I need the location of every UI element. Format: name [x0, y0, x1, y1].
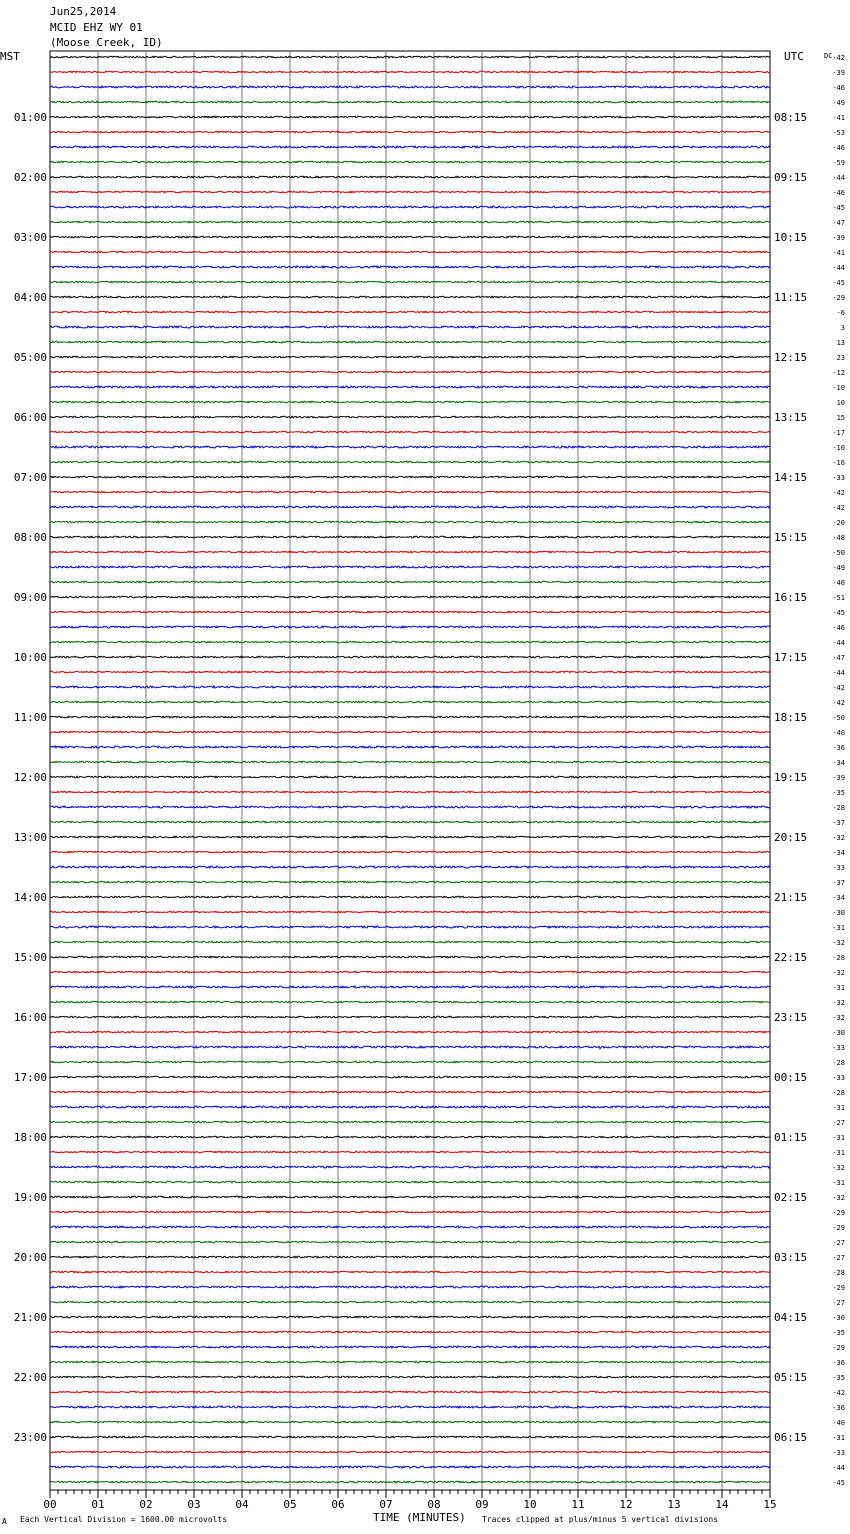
- x-tick-label: 12: [619, 1498, 633, 1511]
- seismic-trace: [50, 1451, 770, 1453]
- dc-offset-label: -46: [832, 189, 845, 197]
- dc-offset-label: -17: [832, 429, 845, 437]
- dc-offset-label: -42: [832, 1389, 845, 1397]
- seismic-trace: [50, 596, 770, 598]
- dc-offset-label: -31: [832, 1179, 845, 1187]
- seismic-trace: [50, 566, 770, 568]
- dc-offset-label: -59: [832, 159, 845, 167]
- seismic-trace: [50, 956, 770, 958]
- seismic-trace: [50, 536, 770, 538]
- seismic-trace: [50, 1361, 770, 1363]
- seismic-trace: [50, 371, 770, 373]
- mst-hour-label: 15:00: [13, 951, 47, 964]
- utc-hour-label: 20:15: [774, 831, 808, 844]
- seismic-trace: [50, 836, 770, 838]
- dc-offset-label: -28: [832, 1059, 845, 1067]
- mst-hour-label: 13:00: [13, 831, 47, 844]
- dc-offset-label: -31: [832, 1149, 845, 1157]
- seismic-trace: [50, 101, 770, 103]
- seismic-trace: [50, 731, 770, 733]
- dc-offset-label: -12: [832, 369, 845, 377]
- dc-offset-label: -32: [832, 834, 845, 842]
- dc-offset-label: -45: [832, 204, 845, 212]
- dc-offset-label: -46: [832, 144, 845, 152]
- dc-offset-label: -10: [832, 384, 845, 392]
- dc-offset-label: -44: [832, 1464, 845, 1472]
- seismic-trace: [50, 1346, 770, 1348]
- dc-label: DC: [824, 52, 833, 60]
- seismic-trace: [50, 1151, 770, 1153]
- utc-hour-label: 21:15: [774, 891, 808, 904]
- dc-offset-label: -28: [832, 804, 845, 812]
- dc-offset-label: -40: [832, 1419, 845, 1427]
- dc-offset-label: -29: [832, 1224, 845, 1232]
- utc-hour-label: 17:15: [774, 651, 808, 664]
- dc-offset-label: -53: [832, 129, 845, 137]
- mst-hour-label: 18:00: [13, 1131, 47, 1144]
- utc-hour-label: 02:15: [774, 1191, 808, 1204]
- dc-offset-label: -16: [832, 459, 845, 467]
- seismic-trace: [50, 986, 770, 988]
- dc-offset-label: -31: [832, 1134, 845, 1142]
- seismic-trace: [50, 356, 770, 358]
- dc-offset-label: -31: [832, 924, 845, 932]
- mst-hour-label: 09:00: [13, 591, 47, 604]
- station-location: (Moose Creek, ID): [50, 36, 163, 49]
- dc-offset-label: -31: [832, 1104, 845, 1112]
- seismic-trace: [50, 296, 770, 298]
- utc-hour-label: 03:15: [774, 1251, 808, 1264]
- seismic-trace: [50, 686, 770, 688]
- seismic-trace: [50, 176, 770, 178]
- utc-hour-label: 13:15: [774, 411, 808, 424]
- dc-offset-label: -32: [832, 1164, 845, 1172]
- seismic-trace: [50, 431, 770, 433]
- dc-offset-label: -32: [832, 939, 845, 947]
- seismic-trace: [50, 191, 770, 193]
- seismic-trace: [50, 581, 770, 583]
- seismic-trace: [50, 821, 770, 823]
- mst-hour-label: 14:00: [13, 891, 47, 904]
- seismic-trace: [50, 1016, 770, 1018]
- utc-hour-label: 00:15: [774, 1071, 808, 1084]
- seismic-trace: [50, 656, 770, 658]
- utc-hour-label: 05:15: [774, 1371, 808, 1384]
- utc-hour-label: 09:15: [774, 171, 808, 184]
- dc-offset-label: 10: [836, 399, 845, 407]
- dc-offset-label: -39: [832, 69, 845, 77]
- dc-offset-label: -28: [832, 954, 845, 962]
- dc-offset-label: -28: [832, 1269, 845, 1277]
- dc-offset-label: -48: [832, 534, 845, 542]
- dc-offset-label: -32: [832, 1014, 845, 1022]
- seismic-trace: [50, 1286, 770, 1288]
- dc-offset-label: -37: [832, 819, 845, 827]
- mst-hour-label: 03:00: [13, 231, 47, 244]
- dc-offset-label: -33: [832, 1044, 845, 1052]
- dc-offset-label: -35: [832, 1374, 845, 1382]
- plot-date: Jun25,2014: [50, 5, 117, 18]
- dc-offset-label: -46: [832, 84, 845, 92]
- dc-offset-label: -29: [832, 1284, 845, 1292]
- seismic-trace: [50, 1181, 770, 1183]
- dc-offset-label: -49: [832, 99, 845, 107]
- seismic-trace: [50, 1436, 770, 1438]
- x-tick-label: 11: [571, 1498, 585, 1511]
- seismic-trace: [50, 1166, 770, 1168]
- dc-offset-label: -41: [832, 114, 845, 122]
- dc-offset-label: -29: [832, 1209, 845, 1217]
- utc-hour-label: 12:15: [774, 351, 808, 364]
- seismic-trace: [50, 1316, 770, 1318]
- dc-offset-label: -29: [832, 1344, 845, 1352]
- dc-offset-label: -32: [832, 999, 845, 1007]
- utc-hour-label: 06:15: [774, 1431, 808, 1444]
- seismic-trace: [50, 941, 770, 943]
- mst-hour-label: 06:00: [13, 411, 47, 424]
- seismic-trace: [50, 671, 770, 673]
- seismic-trace: [50, 86, 770, 88]
- dc-offset-label: -37: [832, 879, 845, 887]
- dc-offset-label: -33: [832, 1074, 845, 1082]
- seismic-trace: [50, 1421, 770, 1423]
- dc-offset-label: -46: [832, 579, 845, 587]
- dc-offset-label: -34: [832, 849, 845, 857]
- seismic-trace: [50, 221, 770, 223]
- dc-offset-label: -33: [832, 474, 845, 482]
- seismic-trace: [50, 341, 770, 343]
- dc-offset-label: -45: [832, 279, 845, 287]
- dc-offset-label: -27: [832, 1119, 845, 1127]
- dc-offset-label: -34: [832, 894, 845, 902]
- x-tick-label: 05: [283, 1498, 297, 1511]
- seismic-trace: [50, 1061, 770, 1063]
- seismic-trace: [50, 506, 770, 508]
- mst-hour-label: 22:00: [13, 1371, 47, 1384]
- seismic-trace: [50, 56, 770, 58]
- seismic-trace: [50, 1106, 770, 1108]
- seismic-trace: [50, 1406, 770, 1408]
- seismic-trace: [50, 1331, 770, 1333]
- seismic-trace: [50, 806, 770, 808]
- seismic-trace: [50, 611, 770, 613]
- dc-offset-label: -41: [832, 249, 845, 257]
- dc-offset-label: -44: [832, 669, 845, 677]
- seismic-trace: [50, 551, 770, 553]
- mst-hour-label: 01:00: [13, 111, 47, 124]
- dc-offset-label: -42: [832, 489, 845, 497]
- dc-offset-label: -27: [832, 1299, 845, 1307]
- dc-offset-label: -6: [836, 309, 845, 317]
- dc-offset-label: -27: [832, 1239, 845, 1247]
- dc-offset-label: 23: [836, 354, 845, 362]
- seismic-trace: [50, 1136, 770, 1138]
- utc-hour-label: 22:15: [774, 951, 808, 964]
- seismic-trace: [50, 476, 770, 478]
- dc-offset-label: -30: [832, 1029, 845, 1037]
- seismic-trace: [50, 881, 770, 883]
- seismic-trace: [50, 1001, 770, 1003]
- seismic-trace: [50, 131, 770, 133]
- seismic-trace: [50, 746, 770, 748]
- dc-offset-label: 15: [836, 414, 845, 422]
- seismic-trace: [50, 896, 770, 898]
- dc-offset-label: -40: [832, 729, 845, 737]
- mst-hour-label: 02:00: [13, 171, 47, 184]
- utc-hour-label: 16:15: [774, 591, 808, 604]
- mst-hour-label: 20:00: [13, 1251, 47, 1264]
- utc-hour-label: 11:15: [774, 291, 808, 304]
- x-tick-label: 01: [91, 1498, 105, 1511]
- mst-hour-label: 08:00: [13, 531, 47, 544]
- dc-offset-label: -42: [832, 684, 845, 692]
- seismic-trace: [50, 866, 770, 868]
- seismic-trace: [50, 971, 770, 973]
- dc-offset-label: -46: [832, 624, 845, 632]
- mst-hour-label: 05:00: [13, 351, 47, 364]
- dc-offset-label: -42: [832, 54, 845, 62]
- dc-offset-label: -45: [832, 609, 845, 617]
- dc-offset-label: -10: [832, 444, 845, 452]
- seismic-trace: [50, 116, 770, 118]
- seismic-trace: [50, 701, 770, 703]
- x-tick-label: 06: [331, 1498, 345, 1511]
- dc-offset-label: -42: [832, 504, 845, 512]
- seismic-trace: [50, 401, 770, 403]
- dc-offset-label: -28: [832, 1089, 845, 1097]
- dc-offset-label: -30: [832, 1314, 845, 1322]
- dc-offset-label: -45: [832, 1479, 845, 1487]
- mst-hour-label: 04:00: [13, 291, 47, 304]
- dc-offset-label: 13: [836, 339, 845, 347]
- mst-hour-label: 19:00: [13, 1191, 47, 1204]
- x-tick-label: 14: [715, 1498, 729, 1511]
- seismic-trace: [50, 1031, 770, 1033]
- dc-offset-label: -35: [832, 1329, 845, 1337]
- utc-hour-label: 10:15: [774, 231, 808, 244]
- seismic-trace: [50, 1256, 770, 1258]
- seismic-trace: [50, 416, 770, 418]
- seismic-trace: [50, 1121, 770, 1123]
- utc-hour-label: 08:15: [774, 111, 808, 124]
- x-tick-label: 10: [523, 1498, 537, 1511]
- mst-hour-label: 07:00: [13, 471, 47, 484]
- dc-offset-label: -44: [832, 264, 845, 272]
- x-tick-label: 13: [667, 1498, 681, 1511]
- utc-axis-label: UTC: [784, 50, 804, 63]
- utc-hour-label: 19:15: [774, 771, 808, 784]
- dc-offset-label: -20: [832, 519, 845, 527]
- seismic-trace: [50, 1046, 770, 1049]
- seismic-trace: [50, 521, 770, 523]
- seismic-trace: [50, 716, 770, 718]
- dc-offset-label: -29: [832, 294, 845, 302]
- utc-hour-label: 14:15: [774, 471, 808, 484]
- seismic-trace: [50, 641, 770, 643]
- seismic-trace: [50, 491, 770, 493]
- seismic-trace: [50, 446, 770, 448]
- seismic-trace: [50, 1226, 770, 1228]
- seismic-trace: [50, 251, 770, 253]
- seismic-trace: [50, 206, 770, 208]
- seismic-trace: [50, 461, 770, 463]
- seismic-trace: [50, 1391, 770, 1393]
- seismic-trace: [50, 1376, 770, 1378]
- x-tick-label: 02: [139, 1498, 153, 1511]
- x-tick-label: 07: [379, 1498, 393, 1511]
- dc-offset-label: -33: [832, 1449, 845, 1457]
- mst-hour-label: 23:00: [13, 1431, 47, 1444]
- dc-offset-label: -36: [832, 744, 845, 752]
- seismic-trace: [50, 281, 770, 283]
- dc-offset-label: -31: [832, 984, 845, 992]
- utc-hour-label: 18:15: [774, 711, 808, 724]
- x-tick-label: 08: [427, 1498, 441, 1511]
- seismic-trace: [50, 851, 770, 853]
- seismic-trace: [50, 1241, 770, 1243]
- dc-offset-label: -33: [832, 864, 845, 872]
- corner-mark: A: [2, 1517, 7, 1526]
- x-tick-label: 03: [187, 1498, 201, 1511]
- seismic-trace: [50, 71, 770, 73]
- seismic-trace: [50, 911, 770, 913]
- dc-offset-label: -47: [832, 654, 845, 662]
- seismic-trace: [50, 236, 770, 238]
- seismic-trace: [50, 146, 770, 148]
- seismic-trace: [50, 1196, 770, 1198]
- clip-note: Traces clipped at plus/minus 5 vertical divisions: [482, 1515, 719, 1524]
- seismic-trace: [50, 1076, 770, 1078]
- dc-offset-label: -31: [832, 1434, 845, 1442]
- dc-offset-label: -39: [832, 234, 845, 242]
- seismic-trace: [50, 1481, 770, 1483]
- utc-hour-label: 23:15: [774, 1011, 808, 1024]
- dc-offset-label: 3: [840, 324, 845, 332]
- seismic-trace: [50, 776, 770, 778]
- x-axis-title: TIME (MINUTES): [373, 1511, 466, 1524]
- dc-offset-label: -44: [832, 639, 845, 647]
- dc-offset-label: -30: [832, 909, 845, 917]
- mst-hour-label: 17:00: [13, 1071, 47, 1084]
- dc-offset-label: -34: [832, 759, 845, 767]
- mst-hour-label: 12:00: [13, 771, 47, 784]
- dc-offset-label: -42: [832, 699, 845, 707]
- scale-note: Each Vertical Division = 1600.00 microvolts: [20, 1515, 228, 1524]
- mst-hour-label: 10:00: [13, 651, 47, 664]
- dc-offset-label: -35: [832, 789, 845, 797]
- dc-offset-label: -47: [832, 219, 845, 227]
- utc-hour-label: 04:15: [774, 1311, 808, 1324]
- seismic-trace: [50, 791, 770, 793]
- seismic-trace: [50, 326, 770, 328]
- dc-offset-label: -32: [832, 969, 845, 977]
- seismic-trace: [50, 1211, 770, 1213]
- seismic-trace: [50, 266, 770, 268]
- dc-offset-label: -49: [832, 564, 845, 572]
- seismic-trace: [50, 761, 770, 763]
- mst-hour-label: 21:00: [13, 1311, 47, 1324]
- dc-offset-label: -44: [832, 174, 845, 182]
- seismic-trace: [50, 926, 770, 928]
- mst-axis-label: MST: [0, 50, 20, 63]
- seismic-trace: [50, 1301, 770, 1303]
- dc-offset-label: -36: [832, 1359, 845, 1367]
- dc-offset-label: -50: [832, 549, 845, 557]
- dc-offset-label: -50: [832, 714, 845, 722]
- seismic-trace: [50, 1271, 770, 1273]
- dc-offset-label: -51: [832, 594, 845, 602]
- x-tick-label: 04: [235, 1498, 249, 1511]
- x-tick-label: 09: [475, 1498, 489, 1511]
- seismic-trace: [50, 161, 770, 163]
- utc-hour-label: 15:15: [774, 531, 808, 544]
- utc-hour-label: 01:15: [774, 1131, 808, 1144]
- seismic-trace: [50, 1091, 770, 1093]
- seismic-trace: [50, 626, 770, 628]
- seismic-trace: [50, 311, 770, 313]
- dc-offset-label: -32: [832, 1194, 845, 1202]
- x-tick-label: 00: [43, 1498, 57, 1511]
- mst-hour-label: 16:00: [13, 1011, 47, 1024]
- dc-offset-label: -36: [832, 1404, 845, 1412]
- seismic-trace: [50, 386, 770, 388]
- dc-offset-label: -27: [832, 1254, 845, 1262]
- seismic-trace: [50, 1466, 770, 1468]
- mst-hour-label: 11:00: [13, 711, 47, 724]
- x-tick-label: 15: [763, 1498, 777, 1511]
- dc-offset-label: -39: [832, 774, 845, 782]
- station-code: MCID EHZ WY 01: [50, 21, 143, 34]
